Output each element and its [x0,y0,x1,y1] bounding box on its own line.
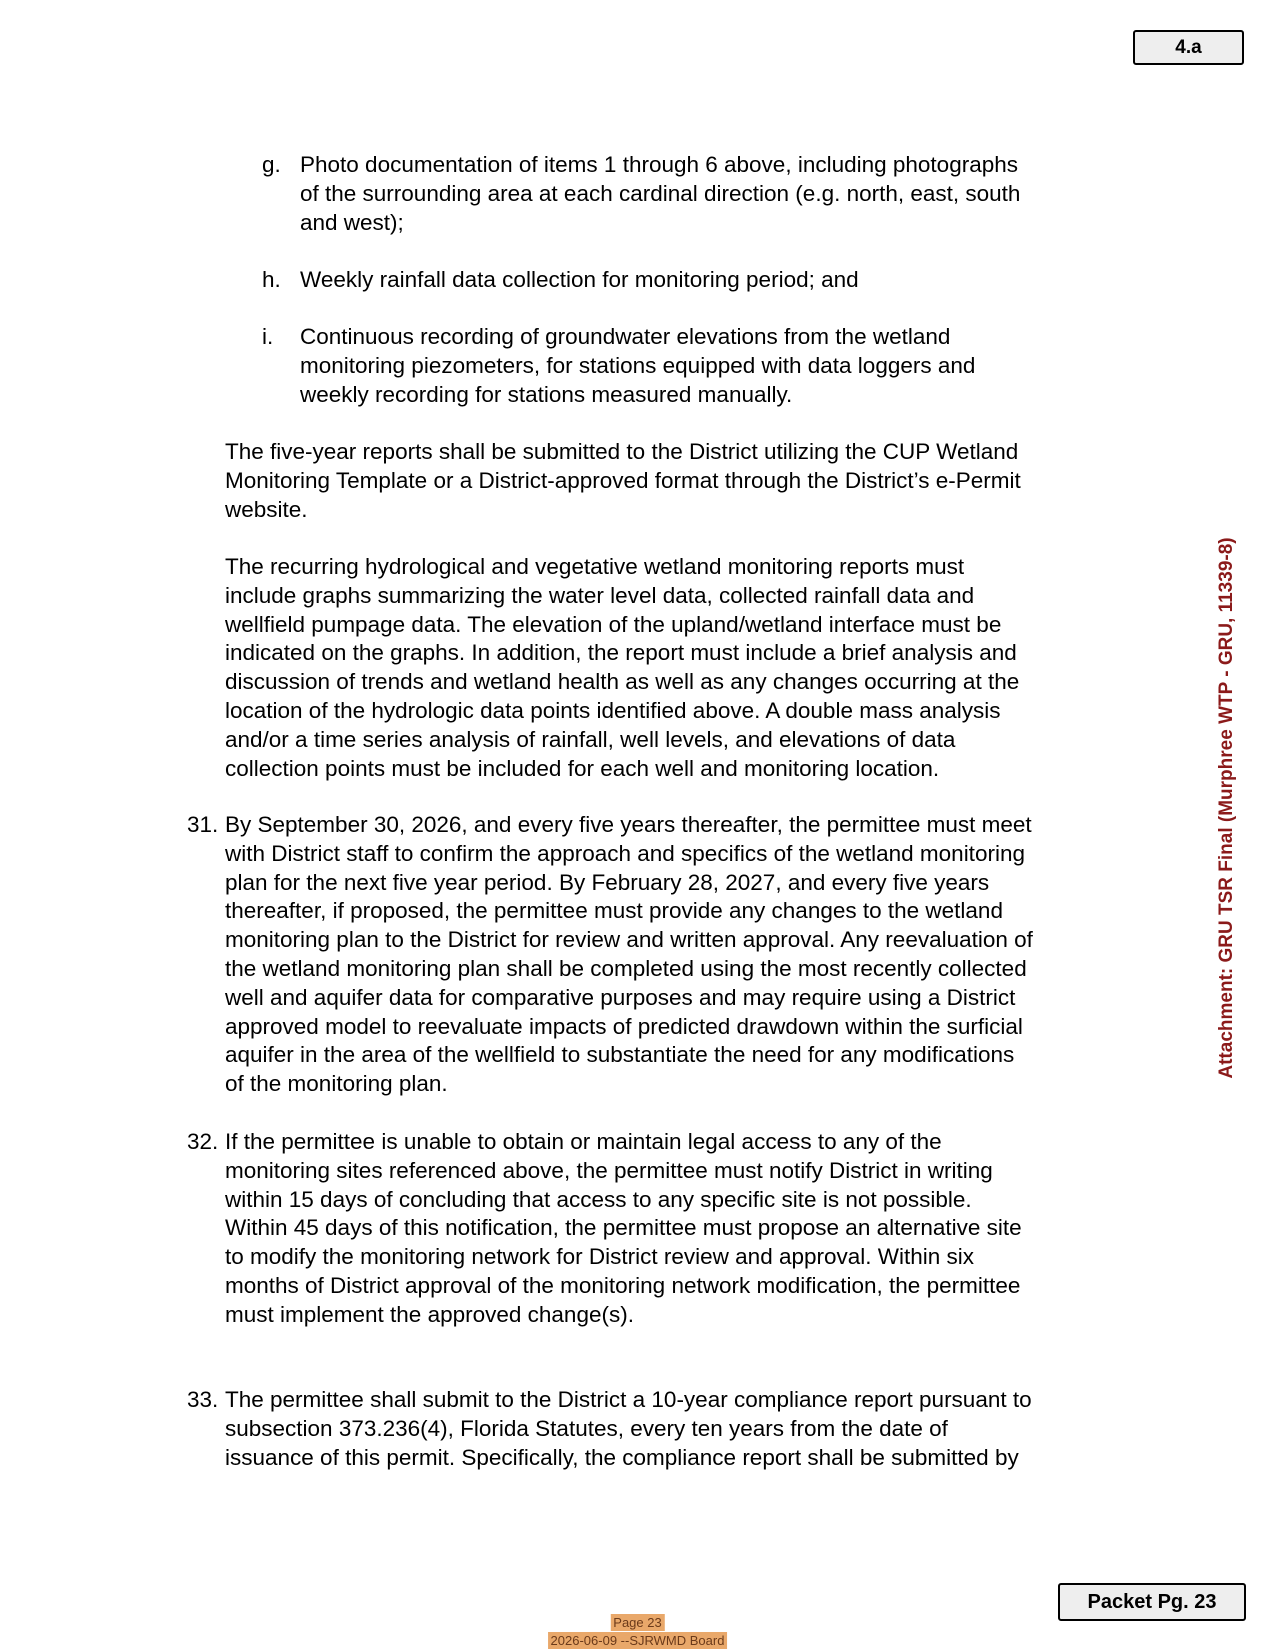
item-number: 33. [187,1387,219,1412]
text-line: and/or a time series analysis of rainfall, well levels, and elevations of data [225,726,956,752]
list-item-text [300,266,1122,295]
meeting-stamp: 2026-06-09 --SJRWMD Board [548,1632,728,1649]
text-line: thereafter, if proposed, the permittee must provide any changes to the wetland [225,898,1003,924]
text-line: monitoring sites referenced above, the permittee must notify District in writing [225,1157,993,1183]
numbered-item-31 [187,811,1132,1099]
text-line: months of District approval of the monitoring network modification, the permittee [225,1272,1021,1298]
text-line: must implement the approved change(s). [225,1301,634,1327]
text-line: Monitoring Template or a District-approved format through the District’s e-Permit [225,467,1021,493]
list-marker: g. [262,152,281,177]
text-line: aquifer in the area of the wellfield to substantiate the need for any modifications [225,1042,1015,1068]
packet-page-badge: Packet Pg. 23 [1058,1583,1246,1621]
item-number: 31. [187,812,219,837]
paragraph-recurring-reports [225,553,1130,783]
text-line: wellfield pumpage data. The elevation of the upland/wetland interface must be [225,611,1002,637]
list-item-g [262,151,1122,237]
text-line: monitoring piezometers, for stations equipped with data loggers and [300,352,976,378]
text-line: issuance of this permit. Specifically, the compliance report shall be submitted by [225,1444,1019,1470]
text-line: The permittee shall submit to the District a 10-year compliance report pursuant to [225,1387,1032,1412]
list-item-i [262,323,1122,409]
text-line: to modify the monitoring network for District review and approval. Within six [225,1244,975,1270]
page-number-stamp: Page 23 [610,1614,664,1631]
text-line: collection points must be included for each well and monitoring location. [225,755,940,781]
text-line: of the surrounding area at each cardinal direction (e.g. north, east, south [300,180,1021,206]
text-line: include graphs summarizing the water level data, collected rainfall data and [225,582,975,608]
text-line: website. [225,496,308,522]
text-line: The recurring hydrological and vegetative wetland monitoring reports must [225,554,965,579]
text-line: indicated on the graphs. In addition, the report must include a brief analysis and [225,640,1017,666]
text-line: well and aquifer data for comparative purposes and may require using a District [225,984,1016,1010]
text-line: within 15 days of concluding that access to any specific site is not possible. [225,1186,972,1212]
text-line: Photo documentation of items 1 through 6 above, including photographs [300,152,1018,177]
text-line: By September 30, 2026, and every five years thereafter, the permittee must meet [225,812,1032,837]
text-line: location of the hydrologic data points identified above. A double mass analysis [225,697,1001,723]
text-line: subsection 373.236(4), Florida Statutes, every ten years from the date of [225,1415,948,1441]
item-number: 32. [187,1129,219,1154]
text-line: approved model to reevaluate impacts of predicted drawdown within the surficial [225,1013,1023,1039]
text-line: If the permittee is unable to obtain or maintain legal access to any of the [225,1129,942,1154]
item-text [225,1128,1132,1330]
list-item-text [300,323,1122,409]
text-line: Continuous recording of groundwater elevations from the wetland [300,324,951,349]
text-line: plan for the next five year period. By February 28, 2027, and every five years [225,869,990,895]
agenda-item-badge: 4.a [1133,30,1244,65]
text-line: with District staff to confirm the approach and specifics of the wetland monitoring [225,840,1025,866]
numbered-item-32 [187,1128,1132,1330]
numbered-item-33 [187,1386,1132,1472]
item-text [225,811,1132,1099]
text-line: weekly recording for stations measured manually. [300,381,793,407]
text-line: the wetland monitoring plan shall be completed using the most recently collected [225,955,1027,981]
list-item-text [300,151,1122,237]
text-line: monitoring plan to the District for review and written approval. Any reevaluation of [225,927,1033,953]
text-line: discussion of trends and wetland health as well as any changes occurring at the [225,669,1020,695]
list-item-h [262,266,1122,295]
list-marker: i. [262,324,274,349]
text-line: Weekly rainfall data collection for monitoring period; and [300,267,859,292]
attachment-side-label: Attachment: GRU TSR Final (Murphree WTP - GRU, 11339-8) [1216,537,1237,1079]
text-line: The five-year reports shall be submitted to the District utilizing the CUP Wetland [225,439,1019,464]
list-marker: h. [262,267,281,292]
text-line: of the monitoring plan. [225,1071,448,1097]
text-line: and west); [300,209,404,235]
paragraph-five-year-reports [225,438,1130,524]
text-line: Within 45 days of this notification, the permittee must propose an alternative site [225,1215,1022,1241]
item-text [225,1386,1132,1472]
